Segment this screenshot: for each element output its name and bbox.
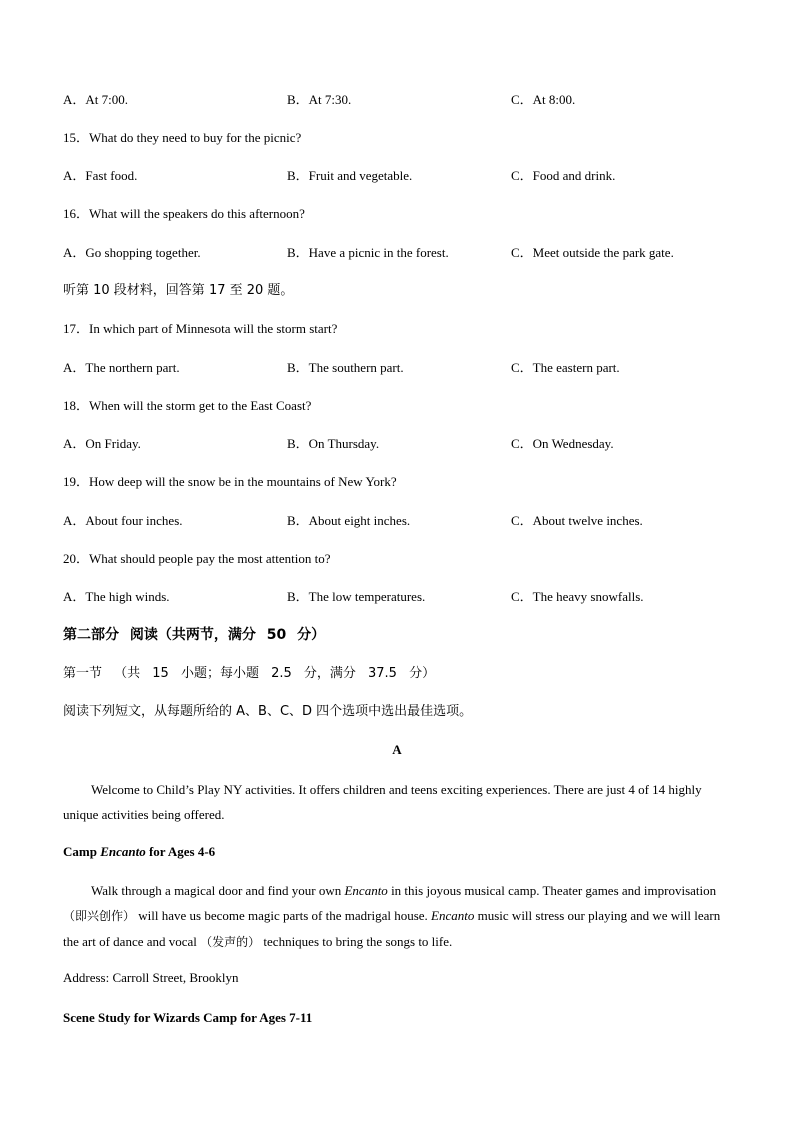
q19-option-b: B．About eight inches. xyxy=(287,513,411,528)
q19-option-a: A．About four inches. xyxy=(63,513,183,528)
passage-label: A xyxy=(392,742,402,757)
camp1-title-pre: Camp xyxy=(63,844,101,859)
camp1-text-4: music will stress our playing and we will learn the art of dance and vocal xyxy=(63,908,721,949)
camp1-text-2: in this joyous musical camp. Theater games and improvisation xyxy=(387,883,717,898)
q20-option-b: B．The low temperatures. xyxy=(287,589,426,604)
camp1-title-em: Encanto xyxy=(100,844,146,859)
camp1-title-post: for Ages 4-6 xyxy=(145,844,216,859)
q18-question: 18．When will the storm get to the East Coast? xyxy=(63,398,312,413)
q20-question: 20．What should people pay the most attention to? xyxy=(63,551,331,566)
camp1-text-em-2: Encanto xyxy=(431,908,475,923)
reading-instructions: 阅读下列短文，从每题所给的 A、B、C、D 四个选项中选出最佳选项。 xyxy=(63,704,473,719)
q16-question: 16．What will the speakers do this afternoon? xyxy=(63,206,305,221)
camp2-title: Scene Study for Wizards Camp for Ages 7-11 xyxy=(63,1010,313,1025)
q16-option-c: C．Meet outside the park gate. xyxy=(511,245,674,260)
camp1-paragraph xyxy=(63,878,723,955)
q14-option-c: C．At 8:00. xyxy=(511,92,576,107)
q18-option-b: B．On Thursday. xyxy=(287,436,380,451)
camp1-title xyxy=(63,844,215,860)
q20-option-c: C．The heavy snowfalls. xyxy=(511,589,644,604)
q15-question: 15．What do they need to buy for the picnic? xyxy=(63,130,302,145)
q17-option-a: A．The northern part. xyxy=(63,360,180,375)
part2-title: 第二部分 阅读（共两节，满分 50 分） xyxy=(63,627,326,643)
section10-instruction: 听第 10 段材料，回答第 17 至 20 题。 xyxy=(63,283,294,298)
camp1-gloss-2: （发声的） xyxy=(200,935,261,949)
q19-option-c: C．About twelve inches. xyxy=(511,513,643,528)
q19-question: 19．How deep will the snow be in the mountains of New York? xyxy=(63,474,397,489)
intro-paragraph: Welcome to Child’s Play NY activities. It offers children and teens exciting experiences. There are just 4 of 14 highly unique activities being offered. xyxy=(63,782,702,822)
q17-option-b: B．The southern part. xyxy=(287,360,404,375)
q17-option-c: C．The eastern part. xyxy=(511,360,620,375)
q20-option-a: A．The high winds. xyxy=(63,589,170,604)
camp1-text-1: Walk through a magical door and find your own xyxy=(91,883,345,898)
camp1-gloss-1: （即兴创作） xyxy=(63,909,136,923)
q14-option-b: B．At 7:30. xyxy=(287,92,352,107)
q18-option-c: C．On Wednesday. xyxy=(511,436,614,451)
q16-option-b: B．Have a picnic in the forest. xyxy=(287,245,449,260)
camp1-address: Address: Carroll Street, Brooklyn xyxy=(63,970,239,985)
q15-option-b: B．Fruit and vegetable. xyxy=(287,168,413,183)
camp1-text-em-1: Encanto xyxy=(344,883,388,898)
q18-option-a: A．On Friday. xyxy=(63,436,141,451)
camp1-text-3: will have us become magic parts of the madrigal house. xyxy=(135,908,432,923)
q15-option-a: A．Fast food. xyxy=(63,168,138,183)
q14-option-a: A．At 7:00. xyxy=(63,92,129,107)
camp1-text-5: techniques to bring the songs to life. xyxy=(260,934,453,949)
q15-option-c: C．Food and drink. xyxy=(511,168,616,183)
q17-question: 17．In which part of Minnesota will the storm start? xyxy=(63,321,338,336)
q16-option-a: A．Go shopping together. xyxy=(63,245,201,260)
section1-title: 第一节 （共 15 小题；每小题 2.5 分，满分 37.5 分） xyxy=(63,666,436,681)
